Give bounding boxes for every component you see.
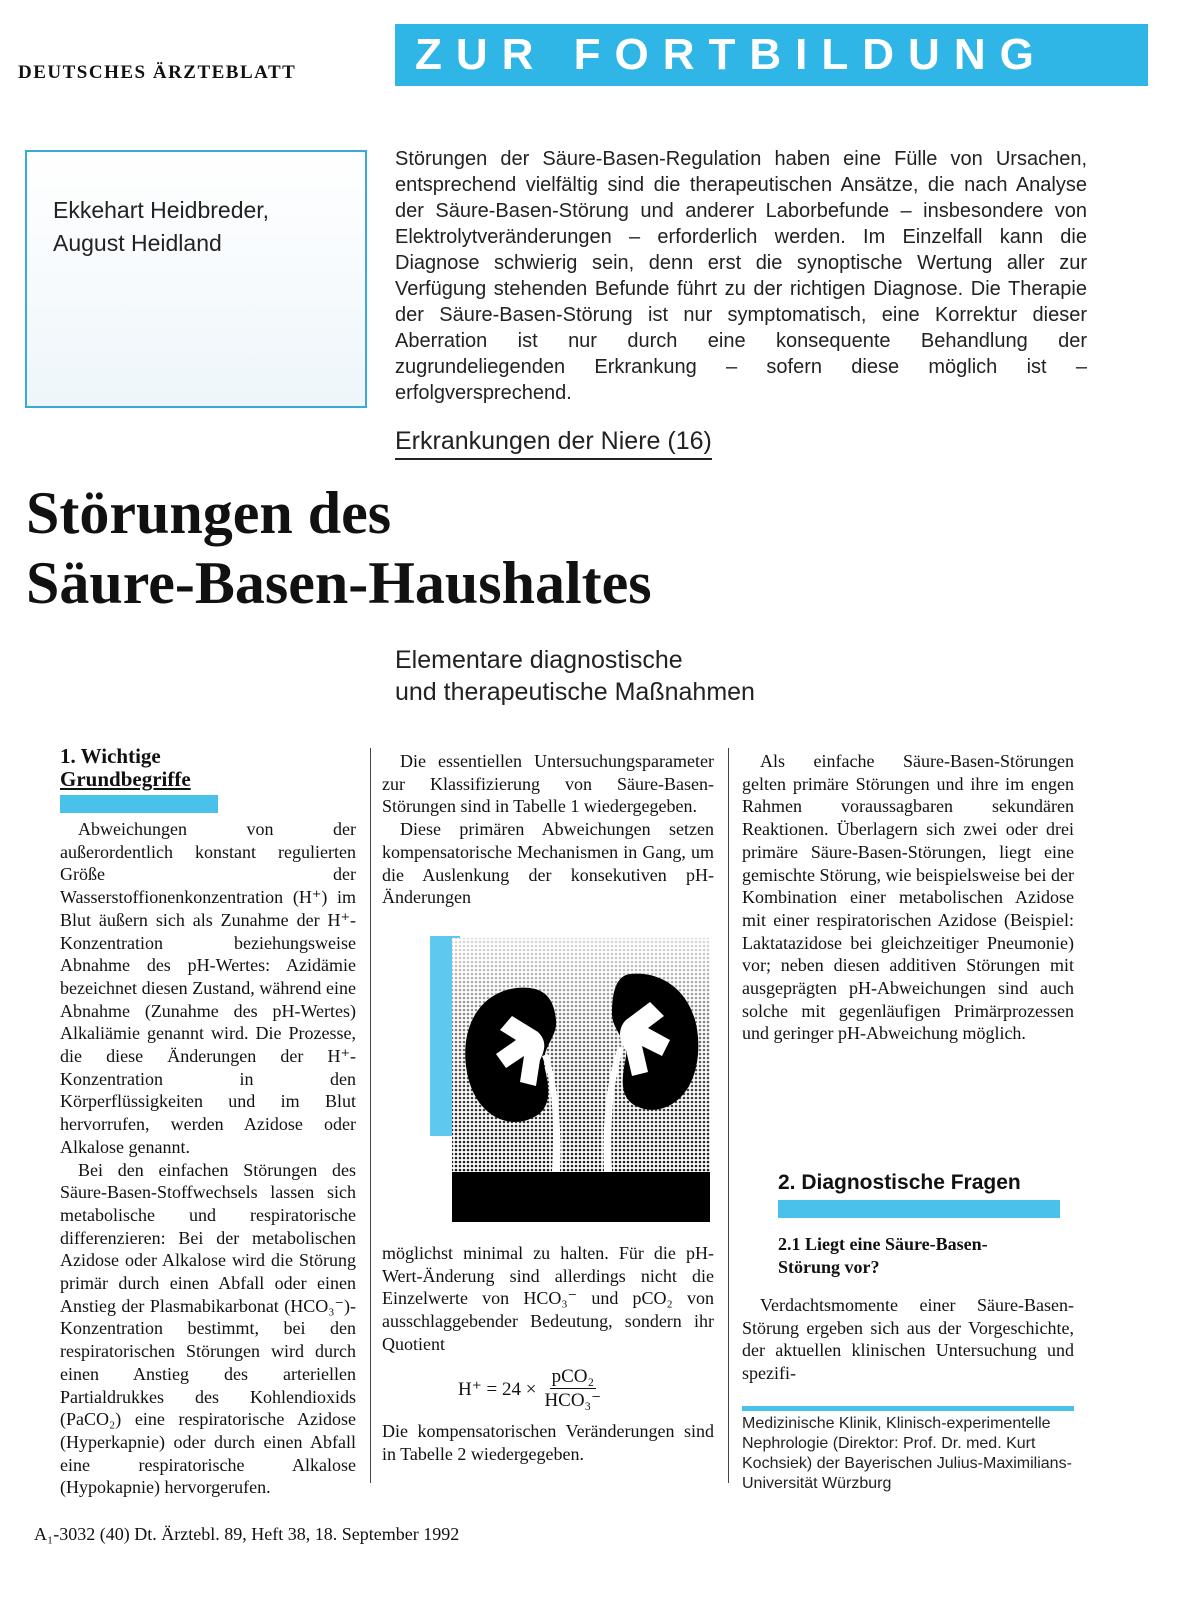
formula-denominator: HCO₃⁻: [544, 1390, 602, 1411]
column-2-middle: [382, 1242, 714, 1356]
section-banner: ZUR FORTBILDUNG: [395, 24, 1148, 86]
column-3-lower: [742, 1294, 1074, 1385]
subsection-heading: [778, 1233, 988, 1279]
article-title: [26, 478, 652, 618]
paragraph: Verdachtsmomente einer Säure-Basen-Störung ergeben sich aus der Vorgeschichte, der aktuellen klinischen Untersuchung und spezifi-: [742, 1295, 1074, 1384]
footnote-rule: [742, 1406, 1074, 1411]
kidneys-icon: [430, 936, 730, 1222]
affiliation-footnote: Medizinische Klinik, Klinisch-experimentelle Nephrologie (Direktor: Prof. Dr. med. Kurt Kochsiek) der Bayerischen Julius-Maximilians-Universität Würzburg: [742, 1415, 1072, 1492]
paragraph: Die essentiellen Untersuchungsparameter zur Klassifizierung von Säure-Basen-Störungen sind in Tabelle 1 wiedergegeben.: [382, 751, 714, 817]
section-heading: 2. Diagnostische Fragen: [778, 1171, 1021, 1194]
paragraph: Abweichungen von der außerordentlich konstant regulierten Größe der Wasserstoffionenkonzentration (H⁺) im Blut äußern sich als Zunahme der H⁺-Konzentration beziehungsweise Abnahme des pH-Wertes: Azidämie bezeichnet diesen Zustand, während eine Abnahme (Zunahme des pH-Wertes) Alkaliämie genannt wird. Die Prozesse, die diese Änderungen der H⁺-Konzentration in den Körperflüssigkeiten und im Blut hervorrufen, werden Azidose oder Alkalose genannt.: [60, 819, 356, 1157]
column-2-bottom: [382, 1420, 714, 1465]
formula: [458, 1366, 601, 1412]
heading-line: 1. Wichtige: [60, 744, 161, 768]
section-heading: [60, 745, 191, 791]
article-subtitle: [395, 644, 755, 708]
author-name: Ekkehart Heidbreder,: [53, 197, 270, 223]
heading-line: 2.1 Liegt eine Säure-Basen-: [778, 1234, 988, 1254]
paragraph: Als einfache Säure-Basen-Störungen gelten primäre Störungen und ihre im engen Rahmen voraussagbaren sekundären Reaktionen. Überlagern sich zwei oder drei primäre Säure-Basen-Störungen, liegt eine gemischte Störung, wie beispielsweise bei der Kombination einer metabolischen Azidose mit einer respiratorischen Azidose (Beispiel: Laktatazidose bei gleichzeitiger Pneumonie) vor; neben diesen additiven Störungen mit ausgeprägten pH-Abweichungen sind auch solche mit gegenläufigen Primärprozessen und geringer pH-Abweichung möglich.: [742, 751, 1074, 1044]
paragraph: Bei den einfachen Störungen des Säure-Basen-Stoffwechsels lassen sich metabolische und respiratorische differenzieren: Bei der metabolischen Azidose oder Alkalose wird die Störung primär durch einen Abfall oder einen Anstieg der Plasmabikarbonat (HCO₃⁻)-Konzentration bestimmt, bei den respiratorischen Störungen wird durch einen Anstieg des arteriellen Partialdrukkes des Kohlendioxids (PaCO₂) eine respiratorische Azidose (Hyperkapnie) oder durch einen Abfall eine respiratorische Alkalose (Hypokapnie) hervorgerufen.: [60, 1159, 356, 1498]
formula-lhs: H⁺ = 24 ×: [458, 1378, 537, 1400]
column-1: [60, 818, 356, 1499]
column-3: [742, 750, 1074, 1045]
subtitle-line: Elementare diagnostische: [395, 646, 683, 674]
author-box: [25, 150, 367, 408]
column-divider: [728, 748, 729, 1483]
abstract: Störungen der Säure-Basen-Regulation haben eine Fülle von Ursachen, entsprechend vielfältig sind die therapeutischen Ansätze, die nach Analyse der Säure-Basen-Störung und anderer Laborbefunde – insbesondere von Elektrolytveränderungen – erforderlich werden. Im Einzelfall kann die Diagnose schwierig sein, denn erst die synoptische Wertung aller zur Verfügung stehenden Befunde führt zu der richtigen Diagnose. Die Therapie der Säure-Basen-Störung ist nur symptomatisch, eine Korrektur dieser Aberration ist nur durch eine konsequente Behandlung der zugrundeliegenden Erkrankung – sofern diese möglich ist – erfolgversprechend.: [395, 148, 1087, 404]
paragraph: Diese primären Abweichungen setzen kompensatorische Mechanismen in Gang, um die Auslenkung der konsekutiven pH-Änderungen: [382, 819, 714, 908]
page-footer: A₁-3032 (40) Dt. Ärztebl. 89, Heft 38, 18. September 1992: [34, 1524, 460, 1544]
author-name: August Heidland: [53, 230, 222, 256]
heading-accent-bar: [60, 795, 218, 813]
masthead: DEUTSCHES ÄRZTEBLATT: [18, 62, 297, 83]
subtitle-line: und therapeutische Maßnahmen: [395, 678, 755, 706]
column-divider: [370, 748, 371, 1483]
author-list: [53, 194, 269, 260]
paragraph: Die kompensatorischen Veränderungen sind in Tabelle 2 wiedergegeben.: [382, 1421, 714, 1464]
paragraph: möglichst minimal zu halten. Für die pH-Wert-Änderung sind allerdings nicht die Einzelwerte von HCO₃⁻ und pCO₂ von ausschlaggebender Bedeutung, sondern ihr Quotient: [382, 1243, 714, 1354]
column-2-top: [382, 750, 714, 909]
series-label: Erkrankungen der Niere (16): [395, 427, 712, 460]
heading-line: Störung vor?: [778, 1257, 880, 1277]
formula-numerator: pCO₂: [551, 1366, 595, 1387]
heading-line: Grundbegriffe: [60, 767, 191, 791]
title-line: Säure-Basen-Haushaltes: [26, 550, 652, 616]
title-line: Störungen des: [26, 480, 392, 546]
heading-accent-bar: [778, 1200, 1060, 1218]
formula-fraction: [544, 1366, 601, 1412]
